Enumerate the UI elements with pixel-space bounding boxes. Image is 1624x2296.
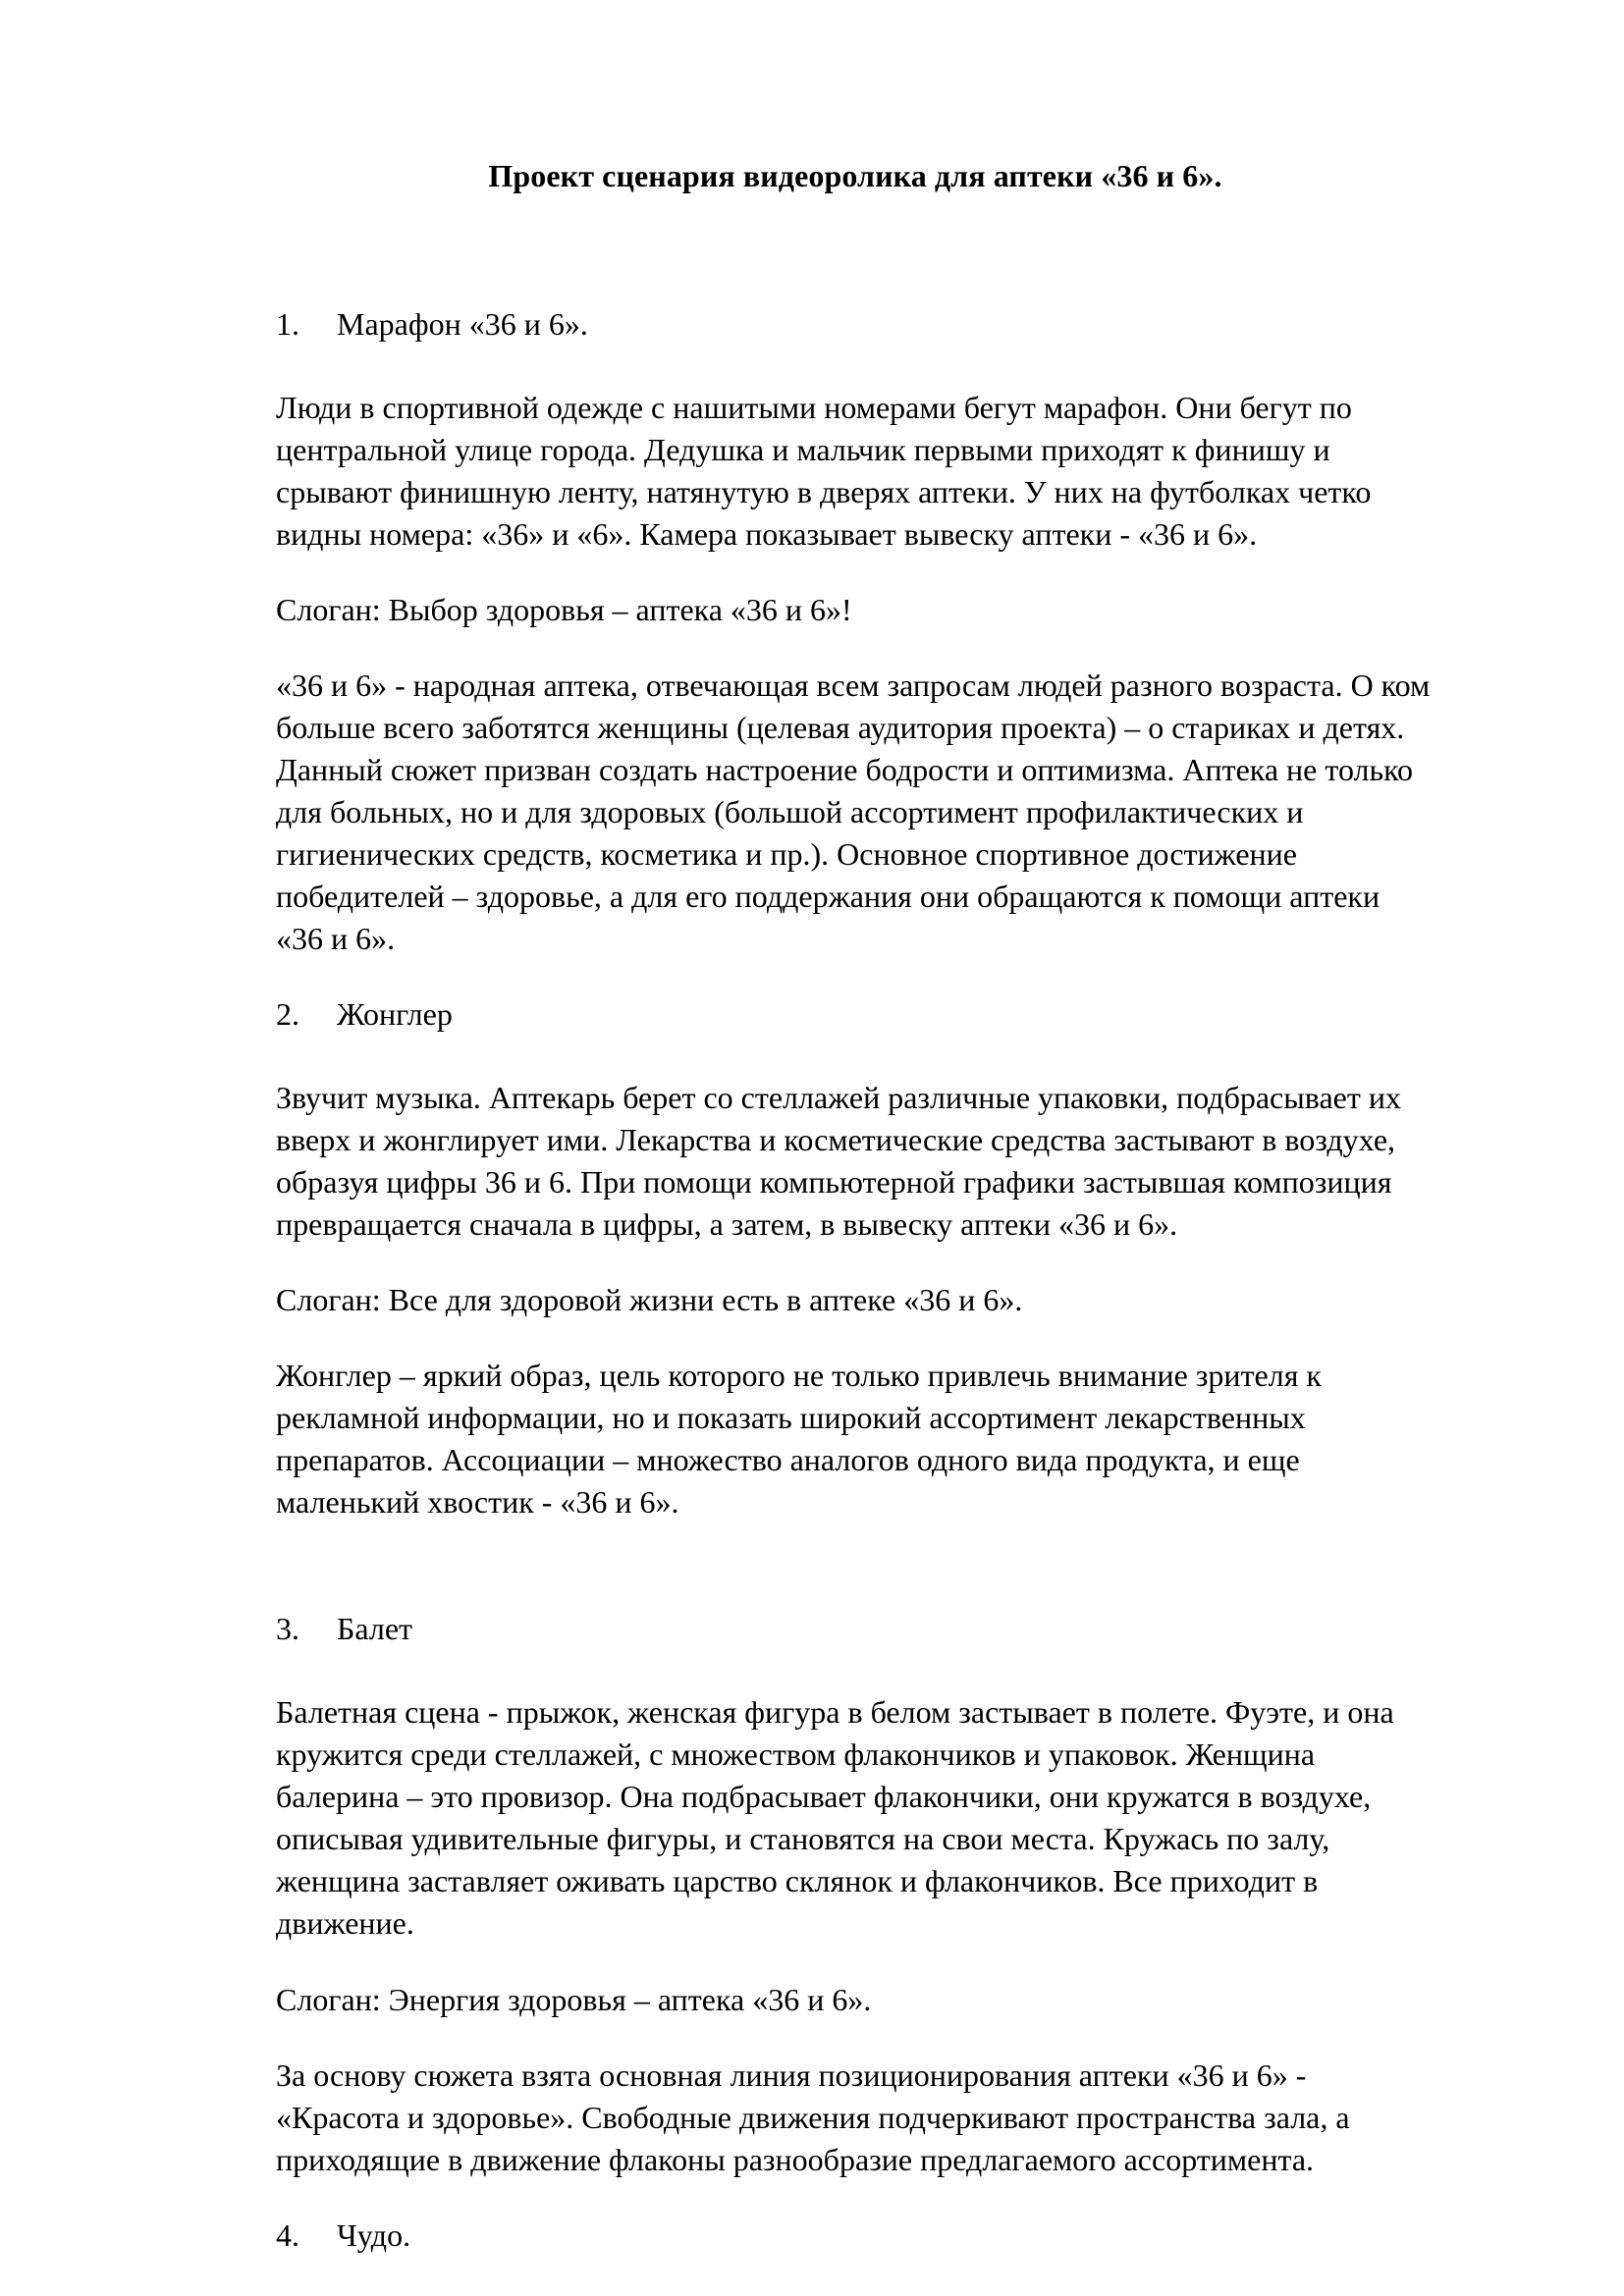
section-heading-2: Жонглер <box>337 996 453 1033</box>
section-scene-2: Звучит музыка. Аптекарь берет со стеллажей различные упаковки, подбрасывает их вверх и жонглирует ими. Лекарства и косметические средства застывают в воздухе, образуя цифры 36 и 6. При помощи компьютерной графики застывшая композиция превращается сначала в цифры, а затем, в вывеску аптеки «36 и 6». <box>276 1080 1401 1243</box>
section-rationale-2: Жонглер – яркий образ, цель которого не только привлечь внимание зрителя к рекламной информации, но и показать широкий ассортимент лекарственных препаратов. Ассоциации – множество аналогов одного вида продукта, и еще маленький хвостик - «36 и 6». <box>276 1358 1322 1521</box>
section-slogan-3: Слоган: Энергия здоровья – аптека «36 и 6». <box>276 1981 872 2017</box>
list-item-2 <box>276 993 1435 1036</box>
section-scene-3: Балетная сцена - прыжок, женская фигура в белом застывает в полете. Фуэте, и она кружится среди стеллажей, с множеством флакончиков и упаковок. Женщина балерина – это провизор. Она подбрасывает флакончики, они кружатся в воздухе, описывая удивительные фигуры, и становятся на свои места. Кружась по залу, женщина заставляет оживать царство склянок и флакончиков. Все приходит в движение. <box>276 1694 1394 1942</box>
list-marker-2: 2. <box>276 996 299 1033</box>
list-item-1 <box>276 303 1435 346</box>
section-rationale-1: «36 и 6» - народная аптека, отвечающая всем запросам людей разного возраста. О ком больше всего заботятся женщины (целевая аудитория проекта) – о стариках и детях. Данный сюжет призван создать настроение бодрости и оптимизма. Аптека не только для больных, но и для здоровых (большой ассортимент профилактических и гигиенических средств, косметика и пр.). Основное спортивное достижение победителей – здоровье, а для его поддержания они обращаются к помощи аптеки «36 и 6». <box>276 667 1431 957</box>
section-heading-3: Балет <box>337 1611 413 1647</box>
section-heading-4: Чудо. <box>337 2216 411 2253</box>
list-marker-4: 4. <box>276 2216 299 2253</box>
list-item-4 <box>276 2215 1435 2257</box>
section-rationale-3: За основу сюжета взята основная линия позиционирования аптеки «36 и 6» - «Красота и здоровье». Свободные движения подчеркивают пространства зала, а приходящие в движение флаконы разнообразие предлагаемого ассортимента. <box>276 2056 1350 2177</box>
section-slogan-1: Слоган: Выбор здоровья – аптека «36 и 6»! <box>276 592 852 628</box>
list-item-3 <box>276 1608 1435 1650</box>
section-scene-1: Люди в спортивной одежде с нашитыми номерами бегут марафон. Они бегут по центральной улице города. Дедушка и мальчик первыми приходят к финишу и срывают финишную ленту, натянутую в дверях аптеки. У них на футболках четко видны номера: «36» и «6». Камера показывает вывеску аптеки - «36 и 6». <box>276 389 1372 552</box>
document-body <box>276 0 1435 2257</box>
page-title: Проект сценария видеоролика для аптеки «36 и 6». <box>488 158 1222 193</box>
section-heading-1: Марафон «36 и 6». <box>337 306 588 343</box>
list-marker-1: 1. <box>276 306 299 343</box>
list-marker-3: 3. <box>276 1611 299 1647</box>
section-slogan-2: Слоган: Все для здоровой жизни есть в аптеке «36 и 6». <box>276 1282 1023 1318</box>
